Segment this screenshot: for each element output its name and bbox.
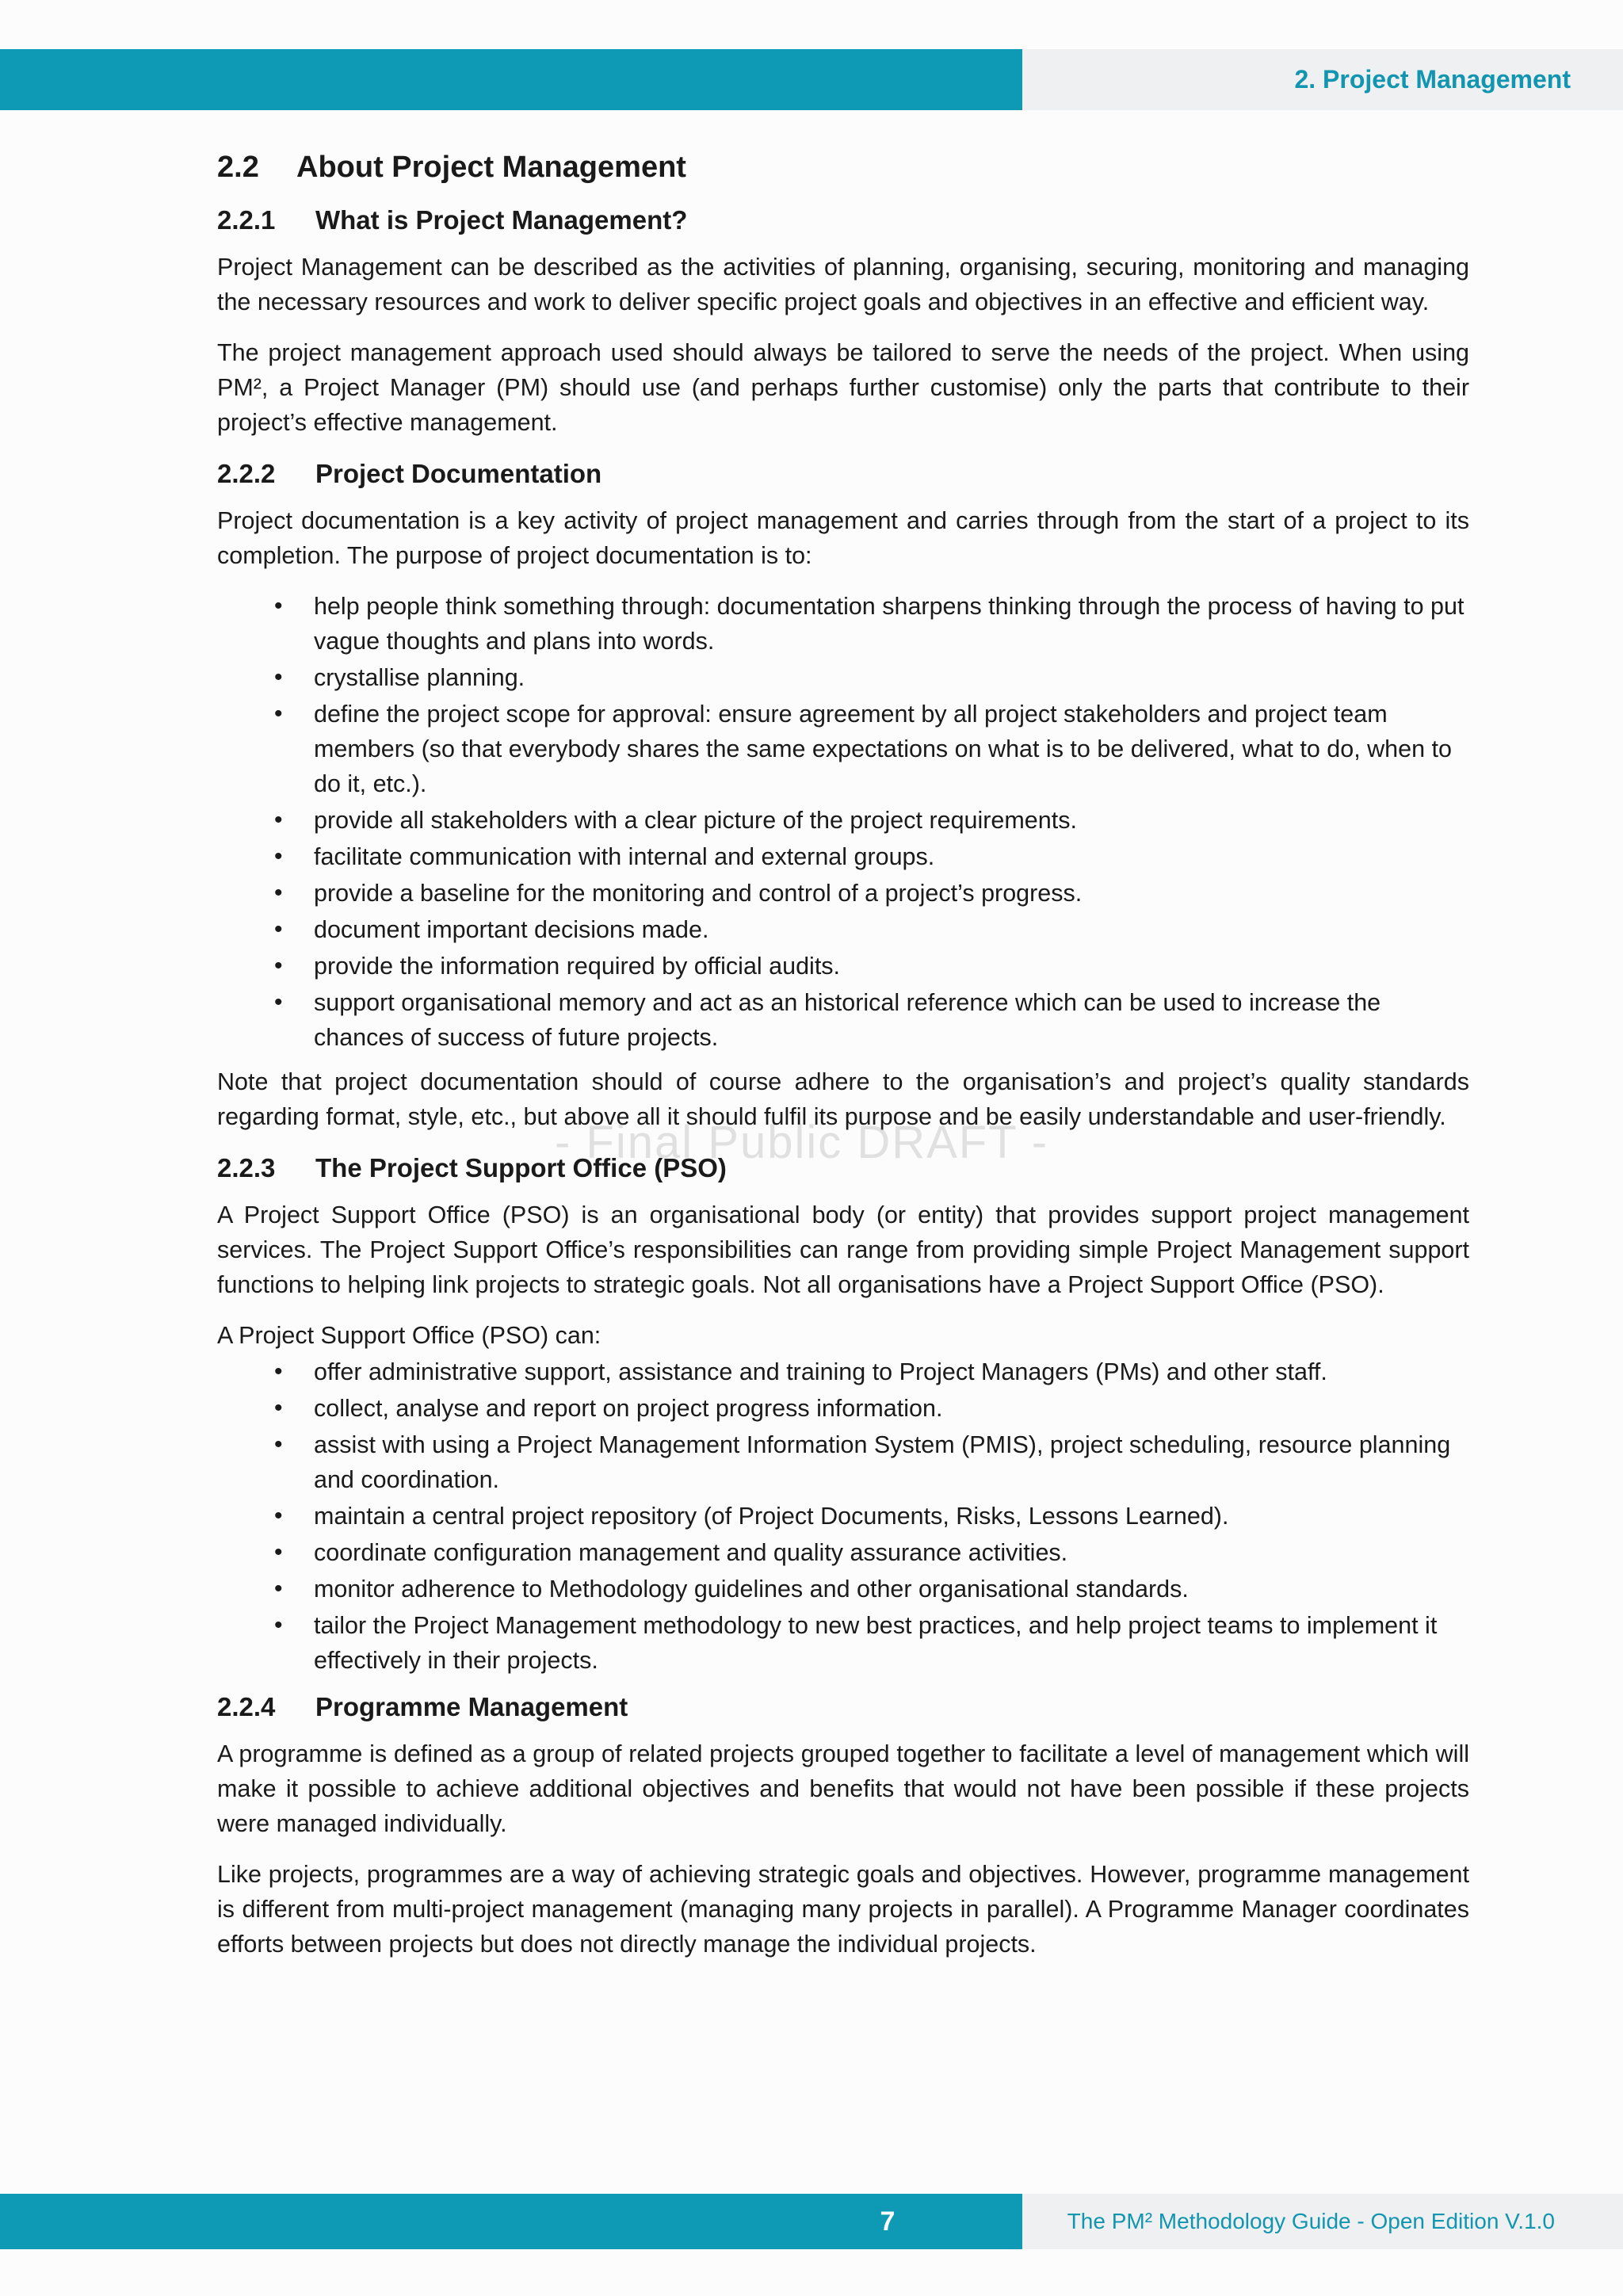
list-item: • facilitate communication with internal and external groups. xyxy=(217,839,1469,874)
section-title: Programme Management xyxy=(315,1692,628,1721)
list-item: • crystallise planning. xyxy=(217,660,1469,695)
page-number: 7 xyxy=(880,2206,896,2237)
list-item: • define the project scope for approval: ensure agreement by all project stakeholders and project team members (so that everybody shares the same expectations on what is to be delivered, what to do, when to do it, etc.). xyxy=(217,697,1469,801)
list-item: • offer administrative support, assistance and training to Project Managers (PMs) and other staff. xyxy=(217,1354,1469,1389)
list-item: • coordinate configuration management and quality assurance activities. xyxy=(217,1535,1469,1570)
list-item: • support organisational memory and act as an historical reference which can be used to increase the chances of success of future projects. xyxy=(217,985,1469,1055)
bullet-icon: • xyxy=(274,880,283,906)
section-title: The Project Support Office (PSO) xyxy=(315,1153,727,1182)
list-item: • provide a baseline for the monitoring and control of a project’s progress. xyxy=(217,876,1469,911)
bullet-icon: • xyxy=(274,1358,283,1385)
list-item: • tailor the Project Management methodology to new best practices, and help project teams to implement it effectively in their projects. xyxy=(217,1608,1469,1678)
bullet-icon: • xyxy=(274,1431,283,1457)
paragraph: Like projects, programmes are a way of achieving strategic goals and objectives. However, programme management is different from multi-project management (managing many projects in parallel). A Programme Manager coordinates efforts between projects but does not directly manage the individual projects. xyxy=(217,1861,1469,1958)
section-heading-2-2-4 xyxy=(217,1689,1469,1725)
section-title: What is Project Management? xyxy=(315,205,688,235)
section-title: Project Documentation xyxy=(315,459,602,488)
bullet-icon: • xyxy=(274,1539,283,1565)
bullet-icon: • xyxy=(274,1576,283,1602)
list-item: • collect, analyse and report on project progress information. xyxy=(217,1391,1469,1426)
paragraph: A Project Support Office (PSO) is an organisational body (or entity) that provides support project management services. The Project Support Office’s responsibilities can range from providing simple Project Management support functions to helping link projects to strategic goals. Not all organisations have a Project Support Office (PSO). xyxy=(217,1201,1469,1298)
chapter-title: 2. Project Management xyxy=(1294,65,1571,94)
bullet-icon: • xyxy=(274,593,283,619)
list-item: • maintain a central project repository (of Project Documents, Risks, Lessons Learned). xyxy=(217,1499,1469,1534)
section-number: 2.2.2 xyxy=(217,459,276,488)
header-band xyxy=(0,49,1022,110)
paragraph: A Project Support Office (PSO) can: xyxy=(217,1322,601,1349)
bullet-icon: • xyxy=(274,916,283,942)
list-item: • provide all stakeholders with a clear picture of the project requirements. xyxy=(217,803,1469,838)
documentation-purpose-list xyxy=(217,589,1469,1055)
page-content xyxy=(217,147,1469,1977)
paragraph: A programme is defined as a group of related projects grouped together to facilitate a level of management which will make it possible to achieve additional objectives and benefits that would not have been possible if these projects were managed individually. xyxy=(217,1740,1469,1837)
bullet-icon: • xyxy=(274,953,283,979)
footer-band xyxy=(0,2194,1022,2249)
section-number: 2.2 xyxy=(217,151,259,184)
list-item: • help people think something through: documentation sharpens thinking through the process of having to put vague thoughts and plans into words. xyxy=(217,589,1469,659)
paragraph: Note that project documentation should of course adhere to the organisation’s and project’s quality standards regarding format, style, etc., but above all it should fulfil its purpose and be easily understandable and user-friendly. xyxy=(217,1068,1469,1130)
bullet-icon: • xyxy=(274,1612,283,1638)
section-heading-2-2 xyxy=(217,147,1469,188)
bullet-icon: • xyxy=(274,989,283,1015)
bullet-icon: • xyxy=(274,807,283,833)
paragraph: Project Management can be described as the activities of planning, organising, securing, monitoring and managing the necessary resources and work to deliver specific project goals and objectives in an effective and efficient way. xyxy=(217,254,1469,315)
bullet-icon: • xyxy=(274,1395,283,1421)
footer-title: The PM² Methodology Guide - Open Edition V.1.0 xyxy=(1067,2209,1555,2233)
section-number: 2.2.4 xyxy=(217,1692,276,1721)
list-item: • document important decisions made. xyxy=(217,912,1469,947)
list-item: • monitor adherence to Methodology guidelines and other organisational standards. xyxy=(217,1572,1469,1606)
paragraph: The project management approach used should always be tailored to serve the needs of the project. When using PM², a Project Manager (PM) should use (and perhaps further customise) only the parts that contribute to their project’s effective management. xyxy=(217,339,1469,436)
pso-capabilities-list xyxy=(217,1354,1469,1678)
draft-watermark: - Final Public DRAFT - xyxy=(555,1117,1049,1168)
section-number: 2.2.3 xyxy=(217,1153,276,1182)
section-heading-2-2-1 xyxy=(217,202,1469,239)
section-heading-2-2-2 xyxy=(217,456,1469,492)
section-number: 2.2.1 xyxy=(217,205,276,235)
section-title: About Project Management xyxy=(296,151,686,184)
list-item: • provide the information required by official audits. xyxy=(217,949,1469,984)
paragraph: Project documentation is a key activity of project management and carries through from the start of a project to its completion. The purpose of project documentation is to: xyxy=(217,507,1469,569)
bullet-icon: • xyxy=(274,664,283,690)
bullet-icon: • xyxy=(274,1503,283,1529)
list-item: • assist with using a Project Management Information System (PMIS), project scheduling, resource planning and coordination. xyxy=(217,1427,1469,1497)
bullet-icon: • xyxy=(274,701,283,727)
bullet-icon: • xyxy=(274,843,283,869)
